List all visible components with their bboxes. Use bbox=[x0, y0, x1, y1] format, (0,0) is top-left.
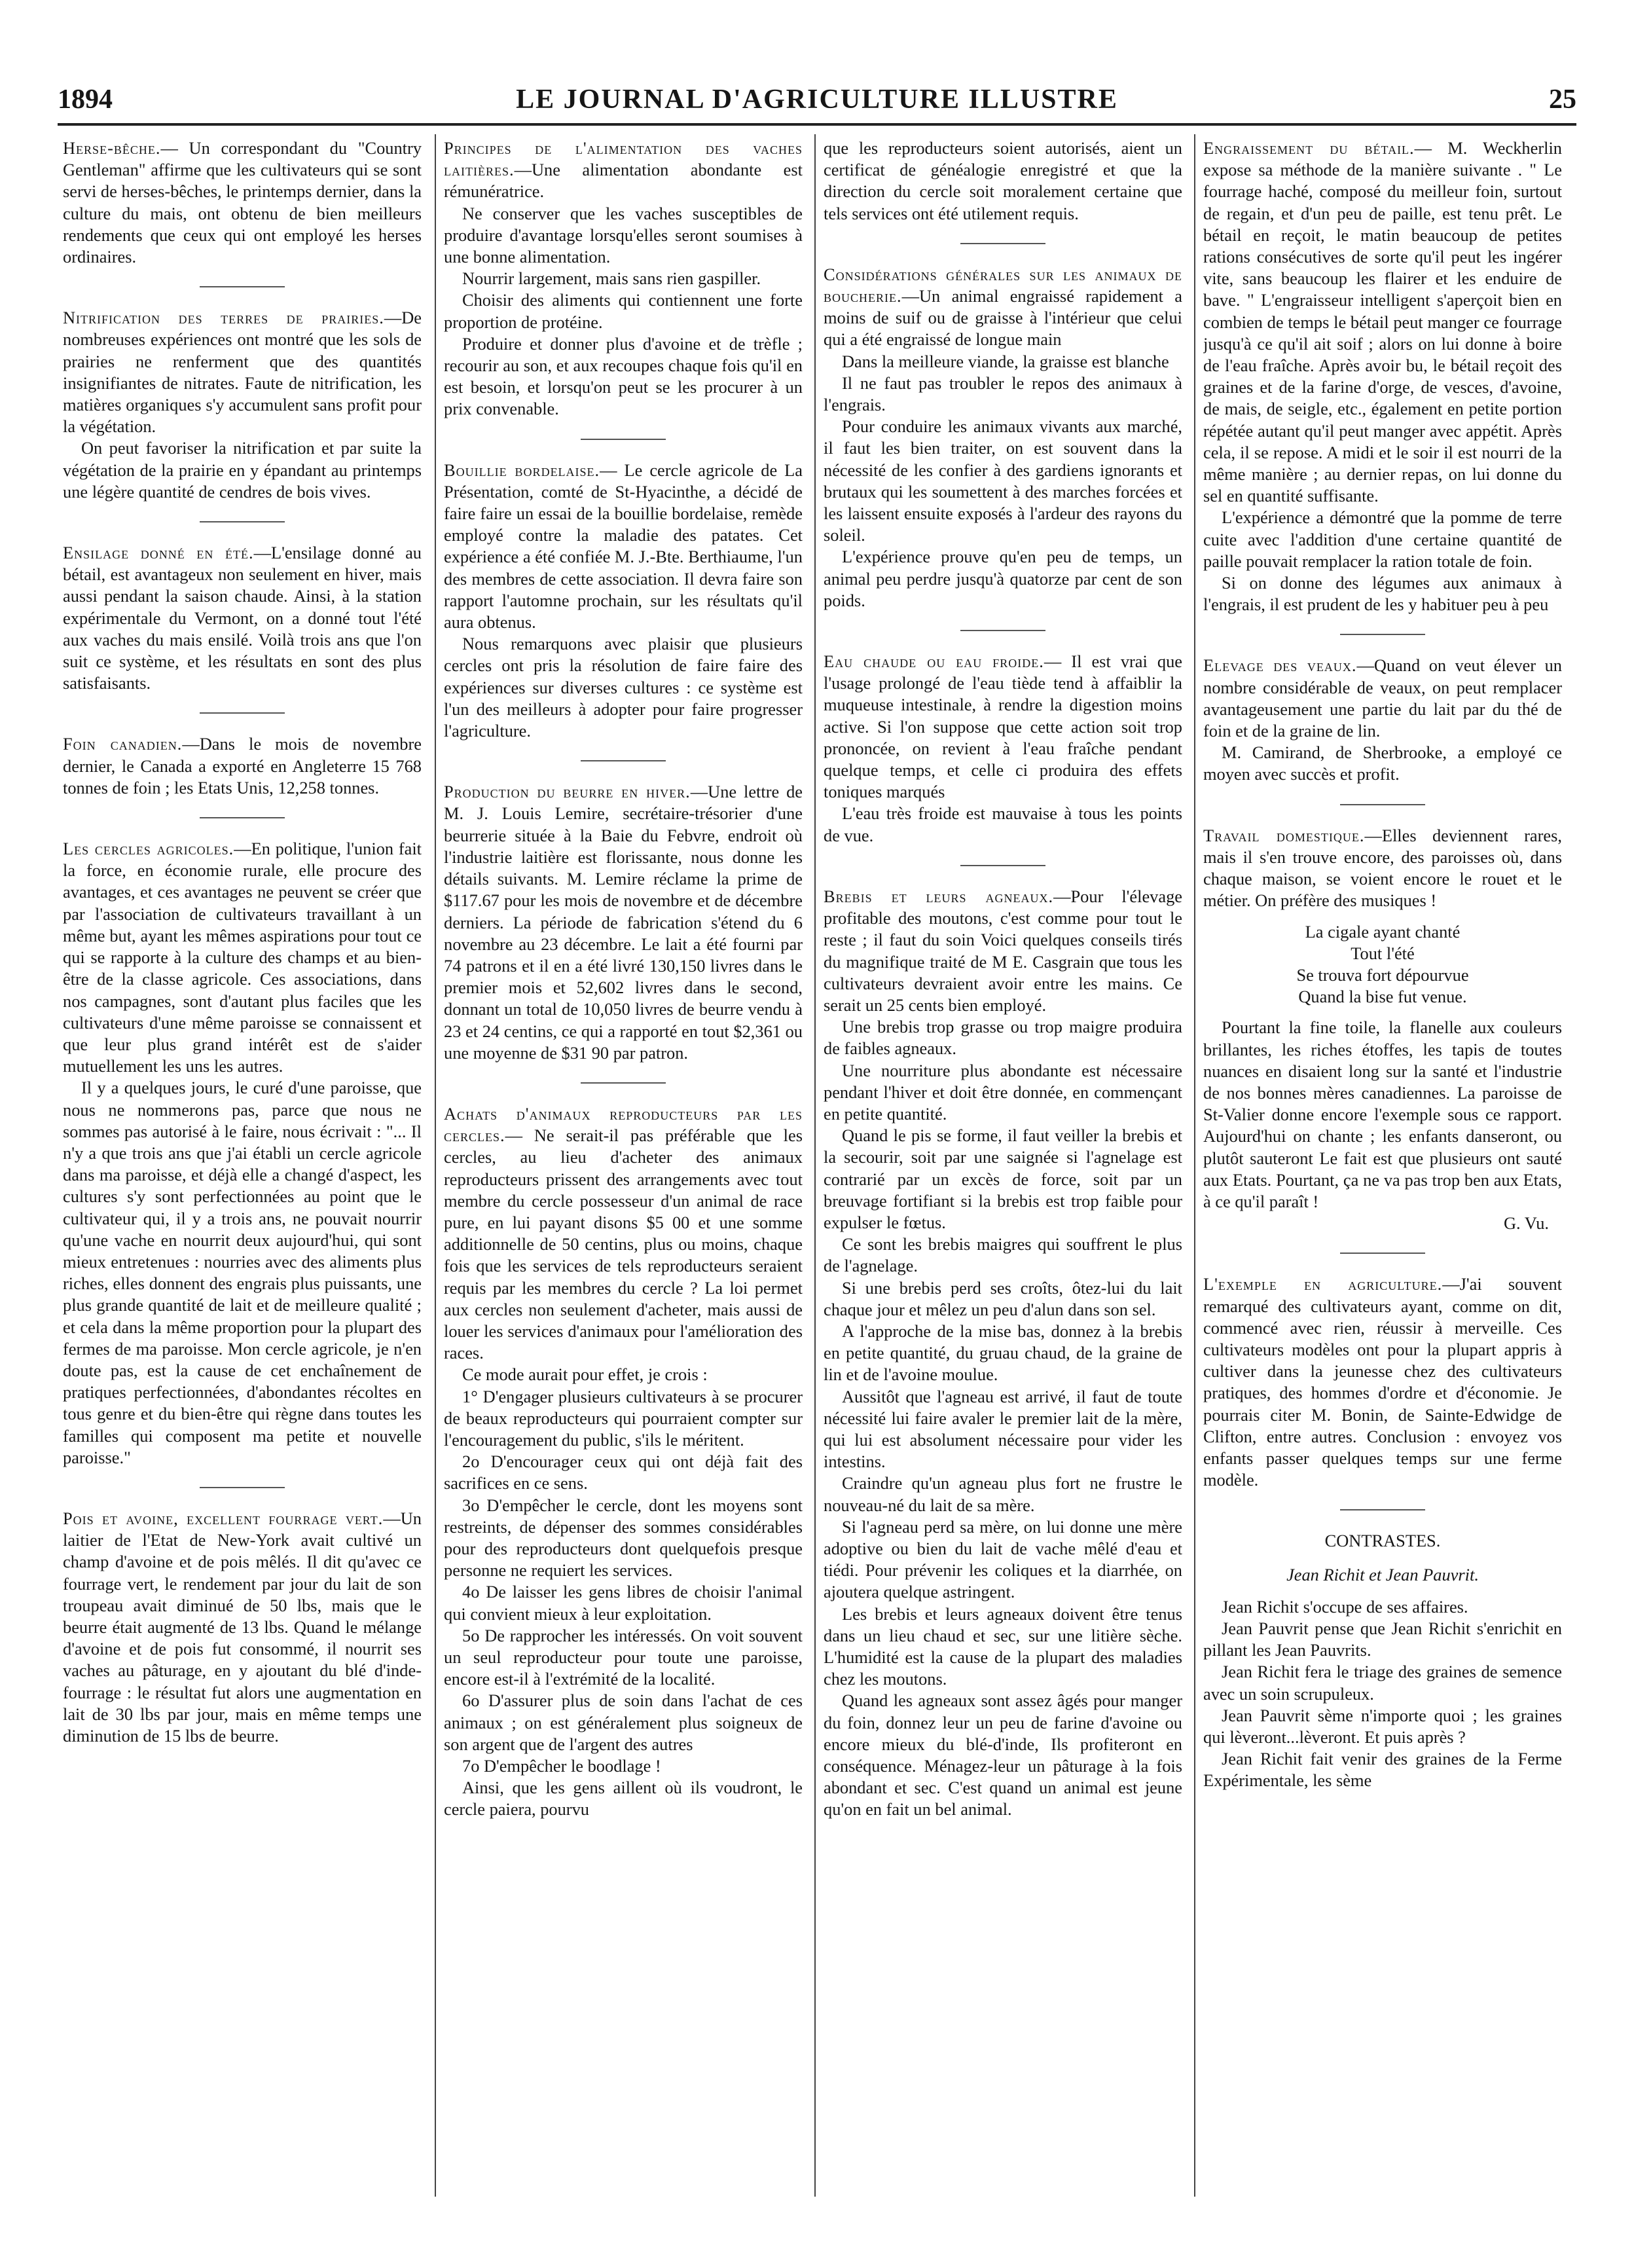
body-paragraph bbox=[824, 1277, 1182, 1321]
article-paragraph bbox=[63, 542, 422, 694]
article-paragraph bbox=[444, 460, 803, 634]
article-paragraph bbox=[63, 137, 422, 268]
section-separator bbox=[200, 286, 285, 287]
body-paragraph bbox=[824, 803, 1182, 846]
page-number: 25 bbox=[1549, 84, 1576, 115]
body-paragraph bbox=[444, 1690, 803, 1755]
article-heading: Brebis et leurs agneaux. bbox=[824, 886, 1054, 906]
paragraph-text: — Ne serait-il pas préférable que les cercles, au lieu d'acheter des animaux reproducteurs prissent des arrangements avec tout membre du cercle possesseur d'un animal de race pure, en lui payant disons $5 00 et une somme additionnelle de 50 centins, plus ou moins, chaque fois que les services de tels reproducteurs seraient requis par les membres du cercle ? La loi permet aux cercles non seulement d'acheter, mais aussi de louer les services d'animaux pour l'amélioration des races. bbox=[444, 1125, 803, 1363]
paragraph-text: —De nombreuses expériences ont montré que les sols de prairies ne renferment que des quantités insignifiantes de nitrates. Faute de nitrification, les matières organiques s'y accumulent sans profit pour la végétation. bbox=[63, 308, 422, 437]
body-paragraph bbox=[63, 1077, 422, 1469]
article-paragraph bbox=[63, 733, 422, 799]
article-paragraph bbox=[1203, 1273, 1562, 1491]
paragraph-text: M. Camirand, de Sherbrooke, a employé ce moyen avec succès et profit. bbox=[1203, 742, 1562, 784]
body-paragraph bbox=[1203, 1661, 1562, 1704]
body-paragraph bbox=[444, 1495, 803, 1582]
article-paragraph bbox=[1203, 655, 1562, 742]
body-paragraph bbox=[824, 1125, 1182, 1234]
article-heading: Pois et avoine, excellent fourrage vert. bbox=[63, 1508, 384, 1528]
column-4 bbox=[1203, 137, 1562, 2200]
paragraph-text: Jean Pauvrit sème n'importe quoi ; les graines qui lèveront...lèveront. Et puis après ? bbox=[1203, 1705, 1562, 1747]
paragraph-text: Produire et donner plus d'avoine et de trèfle ; recourir au son, et aux recoupes chaque fois qu'il en est besoin, et lorsqu'on peut se les procurer à un prix convenable. bbox=[444, 333, 803, 419]
paragraph-text: Jean Pauvrit pense que Jean Richit s'enrichit en pillant les Jean Pauvrits. bbox=[1203, 1618, 1562, 1660]
article-paragraph bbox=[444, 137, 803, 203]
article-paragraph bbox=[63, 838, 422, 1077]
paragraph-text: Une nourriture plus abondante est nécessaire pendant l'hiver et doit être donnée, en commençant en petite quantité. bbox=[824, 1060, 1182, 1124]
section-separator bbox=[960, 865, 1045, 866]
body-paragraph bbox=[444, 289, 803, 333]
body-paragraph bbox=[824, 1603, 1182, 1691]
paragraph-text: Ainsi, que les gens aillent où ils voudront, le cercle paiera, pourvu bbox=[444, 1778, 803, 1820]
body-paragraph bbox=[1203, 1748, 1562, 1791]
paragraph-text: Nous remarquons avec plaisir que plusieurs cercles ont pris la résolution de faire faire des expériences sur diverses cultures : ce système est l'un des meilleurs à adopter pour faire progresser l'agriculture. bbox=[444, 634, 803, 741]
column-3 bbox=[824, 137, 1182, 2200]
section-separator bbox=[960, 243, 1045, 244]
paragraph-text: Il ne faut pas troubler le repos des animaux à l'engrais. bbox=[824, 373, 1182, 415]
article-heading: Bouillie bordelaise. bbox=[444, 460, 600, 480]
paragraph-text: —Pour l'élevage profitable des moutons, c'est comme pour tout le reste ; il faut du soin Voici quelques conseils tirés du magnifique traité de M E. Casgrain que tous les cultivateurs devraient avoir entre les mains. Ce serait un 25 cents bien employé. bbox=[824, 886, 1182, 1015]
body-paragraph bbox=[444, 633, 803, 742]
body-paragraph bbox=[444, 1364, 803, 1385]
article-heading: Principes de l'alimentation des vaches laitières. bbox=[444, 138, 803, 180]
article-heading: Achats d'animaux reproducteurs par les cercles. bbox=[444, 1103, 803, 1146]
column-2 bbox=[444, 137, 803, 2200]
paragraph-text: Les brebis et leurs agneaux doivent être tenus dans un lieu chaud et sec, sur une litière sèche. L'humidité est la cause de la plupart des maladies chez les moutons. bbox=[824, 1603, 1182, 1689]
header-rule bbox=[58, 123, 1576, 126]
article-paragraph bbox=[444, 1103, 803, 1364]
paragraph-text: Si on donne des légumes aux animaux à l'engrais, il est prudent de les y habituer peu à peu bbox=[1203, 573, 1562, 615]
body-paragraph bbox=[444, 333, 803, 420]
article-paragraph bbox=[824, 651, 1182, 803]
paragraph-text: Si l'agneau perd sa mère, on lui donne une mère adoptive ou bien du lait de vache mêlé d'eau et tiédi. Pour prévenir les coliques et la diarrhée, on ajoutera quelque astringent. bbox=[824, 1516, 1182, 1602]
body-paragraph bbox=[824, 1060, 1182, 1125]
body-paragraph bbox=[1203, 507, 1562, 572]
paragraph-text: Nourrir largement, mais sans rien gaspiller. bbox=[462, 268, 761, 289]
article-paragraph bbox=[824, 886, 1182, 1016]
paragraph-text: Dans la meilleure viande, la graisse est blanche bbox=[842, 351, 1169, 371]
poem-line: Quand la bise fut venue. bbox=[1298, 987, 1467, 1007]
paragraph-text: —Quand on veut élever un nombre considérable de veaux, on peut remplacer avantageusement une partie du lait par du thé de foin et de la graine de lin. bbox=[1203, 655, 1562, 741]
section-separator bbox=[200, 521, 285, 522]
paragraph-text: que les reproducteurs soient autorisés, aient un certificat de généalogie enregistré et que la direction du cercle soit moralement certaine que tels services ont été utilement requis. bbox=[824, 138, 1182, 223]
paragraph-text: L'expérience a démontré que la pomme de terre cuite avec l'addition d'une certaine quantité de paille pouvait remplacer la ration totale de foin. bbox=[1203, 507, 1562, 571]
body-paragraph bbox=[63, 437, 422, 503]
article-paragraph bbox=[444, 781, 803, 1064]
paragraph-text: L'expérience prouve qu'en peu de temps, un animal peu perdre jusqu'à quatorze par cent de son poids. bbox=[824, 547, 1182, 610]
body-paragraph bbox=[1203, 1596, 1562, 1618]
paragraph-text: Craindre qu'un agneau plus fort ne frustre le nouveau-né du lait de sa mère. bbox=[824, 1473, 1182, 1515]
body-paragraph bbox=[1203, 742, 1562, 785]
paragraph-text: — Un correspondant du "Country Gentleman" affirme que les cultivateurs qui se sont servi de herses-bêches, le printemps dernier, dans la culture du mais, ont obtenu de bien meilleurs rendements que ceux qui ont employé les herses ordinaires. bbox=[63, 138, 422, 267]
article-heading: Considérations générales sur les animaux de boucherie. bbox=[824, 264, 1182, 306]
body-paragraph bbox=[444, 268, 803, 289]
body-paragraph bbox=[1203, 1017, 1562, 1213]
column-divider bbox=[1194, 134, 1195, 2197]
body-paragraph bbox=[444, 203, 803, 268]
section-separator bbox=[581, 439, 666, 440]
body-paragraph bbox=[444, 1386, 803, 1452]
paragraph-text: Pourtant la fine toile, la flanelle aux couleurs brillantes, les riches étoffes, les tapis de toutes nuances en disaient long sur la santé et l'industrie de nos bonnes mères canadiennes. La paroisse de St-Valier donne encore l'exemple sous ce rapport. Aujourd'hui on chante ; les enfants danseront, ou plutôt sauteront Le fait est que plusieurs ont sauté aux Etats. Pourtant, ça ne va pas trop ben aux Etats, à ce qu'il paraît ! bbox=[1203, 1017, 1562, 1211]
paragraph-text: 4o De laisser les gens libres de choisir l'animal qui convient mieux à leur exploitation. bbox=[444, 1582, 803, 1624]
body-paragraph bbox=[444, 1755, 803, 1777]
section-separator bbox=[200, 712, 285, 714]
article-heading: Herse-bêche. bbox=[63, 138, 161, 158]
poem-line: Tout l'été bbox=[1351, 943, 1415, 963]
article-heading: Production du beurre en hiver. bbox=[444, 782, 691, 802]
page-header bbox=[58, 84, 1576, 120]
paragraph-text: —J'ai souvent remarqué des cultivateurs ayant, comme on dit, commencé avec rien, réussir à merveille. Ces cultivateurs modèles ont pour la plupart appris à cultiver dans la jeunesse chez des cultivateurs pratiques, des hommes d'ordre et d'économie. Je pourrais citer M. Bonin, de Sainte-Edwidge de Clifton, entre autres. Conclusion : envoyez vos enfants passer quelques temps sur une ferme modèle. bbox=[1203, 1274, 1562, 1490]
paragraph-text: — M. Weckherlin expose sa méthode de la manière suivante . " Le fourrage haché, composé du meilleur foin, surtout de regain, et d'un peu de paille, est tenu prêt. Le bétail en reçoit, le matin beaucoup de petites rations consécutives de sorte qu'il peut les ingérer vite, sans beaucoup les flairer et les enduire de bave. " L'engraisseur intelligent s'aperçoit bien en combien de temps le bétail peut manger ce fourrage jusqu'à ce qu'il ait soif ; alors on lui donne à boire de l'eau fraîche. Après avoir bu, le bétail reçoit des graines et de la farine d'orge, de vesces, d'avoine, de mais, de seigle, etc., également en petite portion répétée autant qu'il peut manger avec appétit. Après cela, il se repose. A midi et le soir il est nourri de la même manière ; au dernier repas, on lui donne du sel en quantité suffisante. bbox=[1203, 138, 1562, 506]
paragraph-text: — Il est vrai que l'usage prolongé de l'eau tiède tend à affaiblir la muqueuse intestinale, à rendre la digestion moins active. Si l'on suppose que cette action soit trop prononcée, on revient à l'eau fraîche pendant quelque temps, et celle ci produira des effets toniques marqués bbox=[824, 651, 1182, 802]
article-heading: Les cercles agricoles. bbox=[63, 839, 234, 859]
paragraph-text: Pour conduire les animaux vivants aux marché, il faut les bien traiter, on est souvent dans la nécessité de les confier à des gardiens ignorants et brutaux qui les soumettent à des marches forcées et les laissent ensuite exposés à l'ardeur des rayons du soleil. bbox=[824, 416, 1182, 545]
body-paragraph bbox=[444, 1451, 803, 1494]
paragraph-text: —Un animal engraissé rapidement a moins de suif ou de graisse à l'intérieur que celui qui a été engraissé de longue main bbox=[824, 286, 1182, 350]
paragraph-text: Ne conserver que les vaches susceptibles de produire d'avantage lorsqu'elles seront soumises à une bonne alimentation. bbox=[444, 203, 803, 267]
paragraph-text: Il y a quelques jours, le curé d'une paroisse, que nous ne nommerons pas, parce que nous ne sommes pas autorisé à le faire, nous écrivait : "... Il n'y a que trois ans que j'ai établi un cercle agricole dans ma paroisse, et déjà elle a changé d'aspect, les cultures s'y sont perfectionnées au point que le cultivateur qui, il y a trois ans, ne pouvait nourrir qu'une vache en nourrit deux aujourd'hui, qui sont mieux entretenues : nourries avec des aliments plus riches, elles donnent des engrais plus puissants, une plus grande quantité de lait et de meilleure qualité ; et cela dans la même proportion pour la plupart des fermes de ma paroisse. Mon cercle agricole, je n'en doute pas, est la cause de cet enchaînement de pratiques perfectionnées, d'abondantes récoltes en tous genre et du bien-être qui règne dans toutes les familles qui composent ma petite et nouvelle paroisse." bbox=[63, 1078, 422, 1467]
article-heading: Nitrification des terres de prairies. bbox=[63, 308, 384, 328]
article-paragraph bbox=[63, 307, 422, 437]
paragraph-text: 1° D'engager plusieurs cultivateurs à se procurer de beaux reproducteurs qui pourraient compter sur l'encouragement du public, s'ils le méritent. bbox=[444, 1386, 803, 1450]
body-paragraph bbox=[824, 137, 1182, 225]
section-separator bbox=[960, 630, 1045, 631]
paragraph-text: Une brebis trop grasse ou trop maigre produira de faibles agneaux. bbox=[824, 1017, 1182, 1059]
poem-line: Se trouva fort dépourvue bbox=[1296, 964, 1469, 985]
poem-quote bbox=[1203, 921, 1562, 1008]
article-heading: Eau chaude ou eau froide. bbox=[824, 651, 1044, 672]
paragraph-text: Si une brebis perd ses croîts, ôtez-lui du lait chaque jour et mêlez un peu d'alun dans son sel. bbox=[824, 1277, 1182, 1319]
body-paragraph bbox=[824, 1516, 1182, 1603]
paragraph-text: 2o D'encourager ceux qui ont déjà fait des sacrifices en ce sens. bbox=[444, 1452, 803, 1493]
paragraph-text: —En politique, l'union fait la force, en économie rurale, elle procure des avantages, et ces avantages ne peuvent se créer que par l'association de cultivateurs travaillant à un même but, ayant les mêmes aspirations pour tout ce qui se rapporte à la culture des champs et au bien-être de la classe agricole. Ces associations, dans nos campagnes, sont d'autant plus faciles que les cultivateurs d'une même paroisse se connaissent et que leur plus grand intérêt est de s'aider mutuellement les uns les autres. bbox=[63, 839, 422, 1076]
article-heading: Engraissement du bétail. bbox=[1203, 138, 1415, 158]
paragraph-text: Jean Richit fait venir des graines de la Ferme Expérimentale, les sème bbox=[1203, 1749, 1562, 1791]
body-paragraph bbox=[824, 1386, 1182, 1473]
body-paragraph bbox=[1203, 1618, 1562, 1661]
body-paragraph bbox=[824, 1016, 1182, 1059]
paragraph-text: —L'ensilage donné au bétail, est avantageux non seulement en hiver, mais aussi pendant la saison chaude. Ainsi, à la station expérimentale du Vermont, on a donné tout l'été aux vaches du mais ensilé. Voilà trois ans que l'on suit ce système, et les résultats en sont des plus satisfaisants. bbox=[63, 543, 422, 693]
column-divider bbox=[435, 134, 436, 2197]
body-paragraph bbox=[824, 1472, 1182, 1516]
body-paragraph bbox=[444, 1625, 803, 1691]
body-paragraph bbox=[824, 416, 1182, 546]
section-separator bbox=[1340, 634, 1425, 635]
article-paragraph bbox=[63, 1508, 422, 1747]
section-heading: CONTRASTES. bbox=[1324, 1531, 1441, 1551]
body-paragraph bbox=[824, 1234, 1182, 1277]
paragraph-text: Quand le pis se forme, il faut veiller la brebis et la secourir, soit par une saignée si l'agnelage est contrarié par un excès de force, soit par un breuvage fortifiant si la brebis est trop faible pour expulser le fœtus. bbox=[824, 1125, 1182, 1232]
paragraph-text: —Un laitier de l'Etat de New-York avait cultivé un champ d'avoine et de pois mêlés. Il dit qu'avec ce fourrage vert, le rendement par jour du lait de son troupeau avait diminué de 50 lbs, mais que le beurre était augmenté de 13 lbs. Quand le mélange d'avoine et de pois fut consommé, il nourrit ses vaches au pâturage, en y ajoutant du blé d'inde-fourrage : le résultat fut alors une augmentation en lait de 30 lbs par jour, mais en même temps une diminution de 15 lbs de beurre. bbox=[63, 1508, 422, 1746]
body-paragraph bbox=[824, 546, 1182, 612]
section-separator bbox=[1340, 1253, 1425, 1254]
paragraph-text: Ce mode aurait pour effet, je crois : bbox=[462, 1364, 708, 1385]
article-heading: Ensilage donné en été. bbox=[63, 543, 254, 563]
poem-line: La cigale ayant chanté bbox=[1305, 921, 1461, 942]
page-year: 1894 bbox=[58, 84, 113, 115]
article-heading: L'exemple en agriculture. bbox=[1203, 1274, 1443, 1294]
paragraph-text: 7o D'empêcher le boodlage ! bbox=[462, 1756, 661, 1776]
paragraph-text: Jean Richit fera le triage des graines de semence avec un soin scrupuleux. bbox=[1203, 1662, 1562, 1704]
body-paragraph bbox=[824, 1690, 1182, 1820]
paragraph-text: A l'approche de la mise bas, donnez à la brebis en petite quantité, du gruau chaud, de la graine de lin et de l'avoine moulue. bbox=[824, 1321, 1182, 1385]
paragraph-text: Aussitôt que l'agneau est arrivé, il faut de toute nécessité lui faire avaler le premier lait de la mère, qui lui est absolument nécessaire pour vider les intestins. bbox=[824, 1386, 1182, 1472]
paragraph-text: —Une alimentation abondante est rémunératrice. bbox=[444, 160, 803, 202]
body-paragraph bbox=[824, 351, 1182, 373]
paragraph-text: —Elles deviennent rares, mais il s'en trouve encore, des paroisses où, dans chaque maison, se voient encore le rouet et le métier. On préfère des musiques ! bbox=[1203, 825, 1562, 911]
paragraph-text: 5o De rapprocher les intéressés. On voit souvent un seul reproducteur pour toute une paroisse, encore est-il à l'extrémité de la localité. bbox=[444, 1625, 803, 1689]
article-heading: Foin canadien. bbox=[63, 734, 183, 754]
paragraph-text: Ce sont les brebis maigres qui souffrent le plus de l'agnelage. bbox=[824, 1234, 1182, 1276]
article-paragraph bbox=[824, 264, 1182, 351]
section-separator bbox=[200, 1487, 285, 1488]
body-paragraph bbox=[824, 373, 1182, 416]
journal-title: LE JOURNAL D'AGRICULTURE ILLUSTRE bbox=[516, 84, 1118, 115]
paragraph-text: 3o D'empêcher le cercle, dont les moyens sont restreints, de dépenser des sommes considérables pour des reproducteurs dont quelquefois presque personne ne requiert les services. bbox=[444, 1495, 803, 1581]
body-paragraph bbox=[444, 1581, 803, 1624]
article-signature: G. Vu. bbox=[1503, 1213, 1549, 1234]
paragraph-text: 6o D'assurer plus de soin dans l'achat de ces animaux ; on est généralement plus soigneux de son argent que de l'argent des autres bbox=[444, 1691, 803, 1754]
paragraph-text: —Dans le mois de novembre dernier, le Canada a exporté en Angleterre 15 768 tonnes de foin ; les Etats Unis, 12,258 tonnes. bbox=[63, 734, 422, 797]
paragraph-text: — Le cercle agricole de La Présentation, comté de St-Hyacinthe, a décidé de faire faire un essai de la bouillie bordelaise, remède employé contre la maladie des patates. Cet expérience a été confiée M. J.-Bte. Berthiaume, l'un des membres de cette association. Il devra faire son rapport l'automne prochain, sur les résultats qu'il aura obtenus. bbox=[444, 460, 803, 632]
body-paragraph bbox=[444, 1777, 803, 1820]
article-heading: Travail domestique. bbox=[1203, 825, 1365, 845]
body-paragraph bbox=[1203, 572, 1562, 615]
body-paragraph bbox=[824, 1321, 1182, 1386]
paragraph-text: Quand les agneaux sont assez âgés pour manger du foin, donnez leur un peu de farine d'avoine ou encore mieux du blé-d'inde, Ils profiteront en conséquence. Ménagez-leur un pâturage à la fois abondant et sec. C'est quand un animal est jeune qu'on en fait un bel animal. bbox=[824, 1691, 1182, 1820]
paragraph-text: On peut favoriser la nitrification et par suite la végétation de la prairie en y épandant au printemps une légère quantité de cendres de bois vives. bbox=[63, 438, 422, 502]
paragraph-text: L'eau très froide est mauvaise à tous les points de vue. bbox=[824, 803, 1182, 845]
paragraph-text: —Une lettre de M. J. Louis Lemire, secrétaire-trésorier d'une beurrerie située à la Baie du Febvre, endroit où l'industrie laitière est florissante, nous donne les détails suivants. M. Lemire réclame la prime de $117.67 pour les mois de novembre et de décembre derniers. La période de fabrication s'étend du 6 novembre au 23 décembre. Le lait a été fourni par 74 patrons et il en a été livré 130,150 livres dans le premier mois et 52,602 livres dans le second, donnant un total de 10,050 livres de beurre vendu à 23 et 24 centins, ce qui a rapporté en tout $2,361 ou une moyenne de $31 90 par patron. bbox=[444, 782, 803, 1063]
column-divider bbox=[814, 134, 816, 2197]
section-separator bbox=[581, 1082, 666, 1084]
section-subheading: Jean Richit et Jean Pauvrit. bbox=[1286, 1564, 1479, 1584]
section-separator bbox=[581, 760, 666, 761]
section-separator bbox=[1340, 1509, 1425, 1510]
body-paragraph bbox=[1203, 1705, 1562, 1748]
section-separator bbox=[200, 817, 285, 818]
paragraph-text: Jean Richit s'occupe de ses affaires. bbox=[1222, 1596, 1468, 1617]
section-separator bbox=[1340, 804, 1425, 805]
column-1 bbox=[63, 137, 422, 2200]
article-heading: Elevage des veaux. bbox=[1203, 655, 1357, 676]
article-paragraph bbox=[1203, 825, 1562, 912]
article-paragraph bbox=[1203, 137, 1562, 507]
paragraph-text: Choisir des aliments qui contiennent une forte proportion de protéine. bbox=[444, 290, 803, 332]
